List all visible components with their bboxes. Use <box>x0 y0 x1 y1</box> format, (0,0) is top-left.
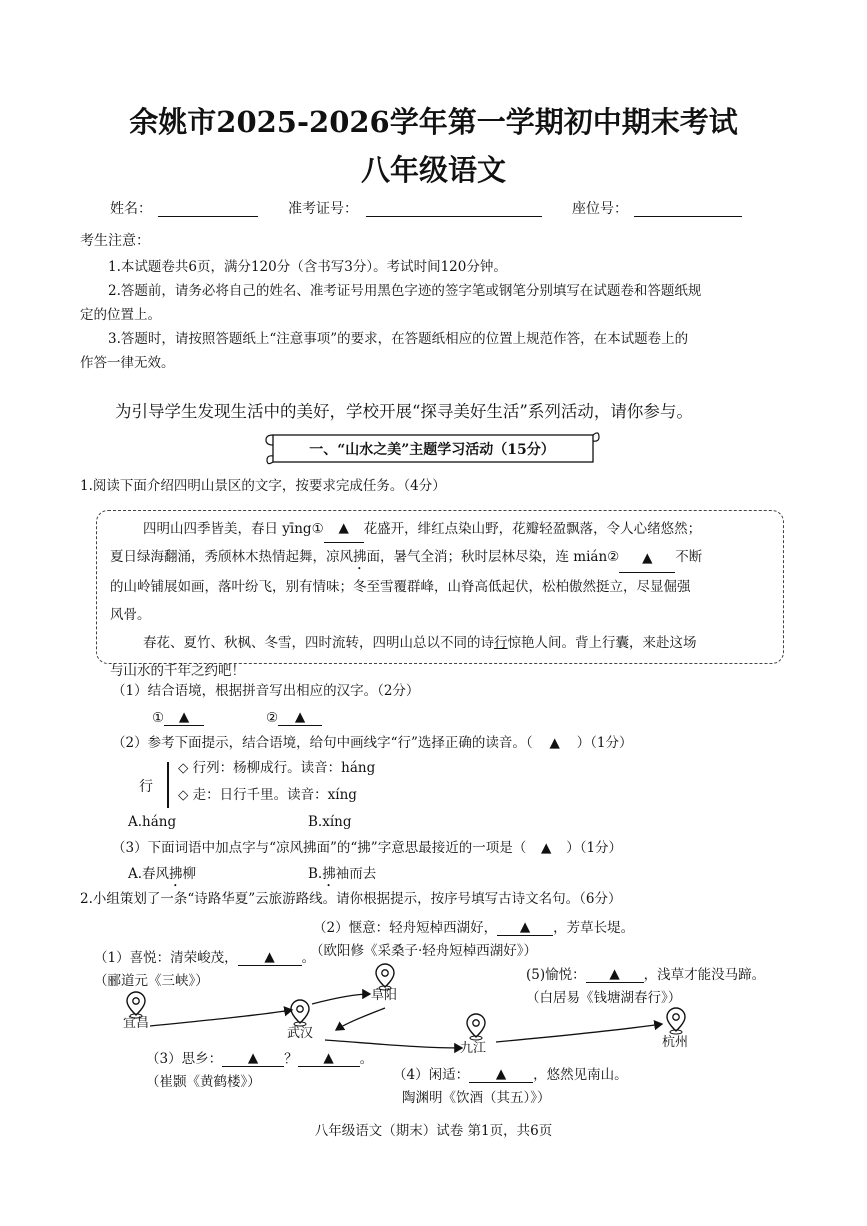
poem-4-source: 陶渊明《饮酒（其五）》） <box>402 1090 551 1106</box>
passage-line-2c: 面，暑气全消；秋时层林尽染，连 mián② <box>366 549 620 565</box>
passage-line-2a: 夏日绿海翻涌，秀颀林木热情起舞，凉风 <box>110 549 353 565</box>
notice-item-2b: 定的位置上。 <box>80 307 161 323</box>
poem-2-blank[interactable]: ▲ <box>497 921 553 936</box>
hint-bracket-line <box>167 762 169 808</box>
pin-wuhan-icon <box>291 1000 309 1026</box>
dotted-char-b: 拂 <box>322 866 336 882</box>
poem-4: （4）闲适： ▲ ，悠然见南山。 <box>393 1066 628 1083</box>
poem-1: （1）喜悦：清荣峻茂， ▲ 。 <box>94 949 316 966</box>
sub2-option-a[interactable]: A.háng <box>128 814 177 830</box>
seat-label: 座位号： <box>572 201 628 217</box>
passage-line-2d: 不断 <box>675 549 703 565</box>
pinyin-blank-2[interactable]: ▲ <box>619 544 675 573</box>
passage-line-5c: 惊艳人间。背上行囊，来赴这场 <box>507 635 697 651</box>
dotted-char-a: 拂 <box>169 866 183 882</box>
hint-item-2: ◇ 走：日行千里。读音：xíng <box>178 787 357 803</box>
pin-yichang-icon <box>127 992 145 1018</box>
notice-item-3b: 作答一律无效。 <box>80 355 175 371</box>
q1-sub1: （1）结合语境，根据拼音写出相应的汉字。（2分） <box>112 683 420 699</box>
answer-blank-1[interactable]: ▲ <box>164 711 204 726</box>
exam-title: 余姚市2025-2026学年第一学期初中期末考试 <box>129 105 738 139</box>
passage-line-1b: 花盛开，绯红点染山野，花瓣轻盈飘落，令人心绪悠然； <box>363 521 702 537</box>
id-field[interactable] <box>366 216 542 217</box>
q1-sub3-text: （3）下面词语中加点字与“凉风拂面”的“拂”字意思最接近的一项是（ <box>112 840 527 856</box>
sub3-option-a[interactable]: A.春风拂柳 <box>128 866 197 882</box>
route-arrow-2 <box>312 994 370 1004</box>
passage-line-5a: 春花、夏竹、秋枫、冬雪，四时流转，四明山总以不同的诗 <box>143 635 494 651</box>
q1-stem: 1.阅读下面介绍四明山景区的文字，按要求完成任务。（4分） <box>80 478 446 494</box>
poem-1-source: （郦道元《三峡》） <box>94 973 209 989</box>
poem-3: （3）思乡： ▲ ？ ▲ 。 <box>146 1050 374 1067</box>
dotted-char-fu: 拂 <box>353 549 367 565</box>
notice-item-2a: 2.答题前，请务必将自己的姓名、准考证号用黑色字迹的签字笔或钢笔分别填写在试题卷和答题纸规 <box>108 283 702 299</box>
poem-5-source: （白居易《钱塘湖春行》） <box>526 990 682 1006</box>
route-arrow-4 <box>325 1040 462 1048</box>
passage-line-6: 与山水的千年之约吧！ <box>110 663 245 679</box>
hint-char: 行 <box>139 779 153 795</box>
q1-sub2-text: （2）参考下面提示，结合语境，给句中画线字“行”选择正确的读音。（ <box>112 735 533 751</box>
id-label: 准考证号： <box>288 201 358 217</box>
sub3-answer-slot[interactable]: ▲ <box>541 840 552 856</box>
city-wuhan: 武汉 <box>287 1026 314 1041</box>
notice-item-3a: 3.答题时，请按照答题纸上“注意事项”的要求，在答题纸相应的位置上规范作答，在本试题卷上的 <box>108 331 689 347</box>
pin-jiujiang-icon <box>467 1014 485 1040</box>
page-footer: 八年级语文（期末）试卷 第1页，共6页 <box>314 1123 553 1139</box>
q2-stem: 2.小组策划了一条“诗路华夏”云旅游路线。请你根据提示，按序号填写古诗文名句。（6分） <box>80 891 622 907</box>
notice-item-1: 1.本试题卷共6页，满分120分（含书写3分）。考试时间120分钟。 <box>108 259 507 275</box>
poem-3-blank-2[interactable]: ▲ <box>298 1052 360 1067</box>
city-fuyang: 阜阳 <box>371 988 398 1003</box>
city-jiujiang: 九江 <box>460 1041 487 1056</box>
notice-heading: 考生注意： <box>80 233 150 249</box>
poem-2-source: （欧阳修《采桑子·轻舟短棹西湖好》） <box>310 943 538 959</box>
hint-item-1: ◇ 行列：杨柳成行。读音：háng <box>178 760 376 776</box>
name-field[interactable] <box>158 216 258 217</box>
name-label: 姓名： <box>110 201 152 217</box>
answer-blank-2[interactable]: ▲ <box>278 711 322 726</box>
poem-3-source: （崔颢《黄鹤楼》） <box>146 1074 261 1090</box>
sub2-answer-slot[interactable]: ▲ <box>549 735 560 751</box>
seat-field[interactable] <box>634 216 742 217</box>
intro-text: 为引导学生发现生活中的美好，学校开展“探寻美好生活”系列活动，请你参与。 <box>115 402 693 421</box>
poem-5: (5)愉悦： ▲ ，浅草才能没马蹄。 <box>526 966 766 983</box>
route-arrow-5 <box>496 1024 662 1042</box>
section-banner-text: 一、“山水之美”主题学习活动（15分） <box>309 442 555 458</box>
poem-4-blank[interactable]: ▲ <box>469 1068 533 1083</box>
q1-sub2-score: ）（1分） <box>576 735 633 751</box>
exam-subtitle: 八年级语文 <box>360 153 506 187</box>
sub1-number-2: ② <box>266 710 279 726</box>
poem-2: （2）惬意：轻舟短棹西湖好， ▲ ，芳草长堤。 <box>313 919 635 936</box>
sub1-number-1: ① <box>152 710 165 726</box>
poem-3-blank-1[interactable]: ▲ <box>222 1052 284 1067</box>
pinyin-blank-1[interactable]: ▲ <box>324 514 364 543</box>
passage-text <box>110 514 778 685</box>
sub2-option-b[interactable]: B.xíng <box>308 814 352 830</box>
passage-line-4: 风骨。 <box>110 607 151 623</box>
passage-line-1a: 四明山四季皆美，春日 yīng① <box>143 521 324 537</box>
poem-1-blank[interactable]: ▲ <box>238 951 302 966</box>
route-arrow-1 <box>150 1010 292 1026</box>
passage-line-3: 的山岭铺展如画，落叶纷飞，别有情味；冬至雪覆群峰，山脊高低起伏，松柏傲然挺立，尽显倔强 <box>110 579 691 595</box>
city-hangzhou: 杭州 <box>662 1035 689 1050</box>
q1-sub3-score: ）（1分） <box>566 840 623 856</box>
pin-hangzhou-icon <box>667 1008 685 1034</box>
underlined-char-xing: 行 <box>494 635 508 651</box>
pin-fuyang-icon <box>376 964 394 990</box>
poem-5-blank[interactable]: ▲ <box>586 968 644 983</box>
city-yichang: 宜昌 <box>123 1016 150 1031</box>
sub3-option-b[interactable]: B.拂袖而去 <box>308 866 377 882</box>
route-arrow-3 <box>336 1008 385 1030</box>
